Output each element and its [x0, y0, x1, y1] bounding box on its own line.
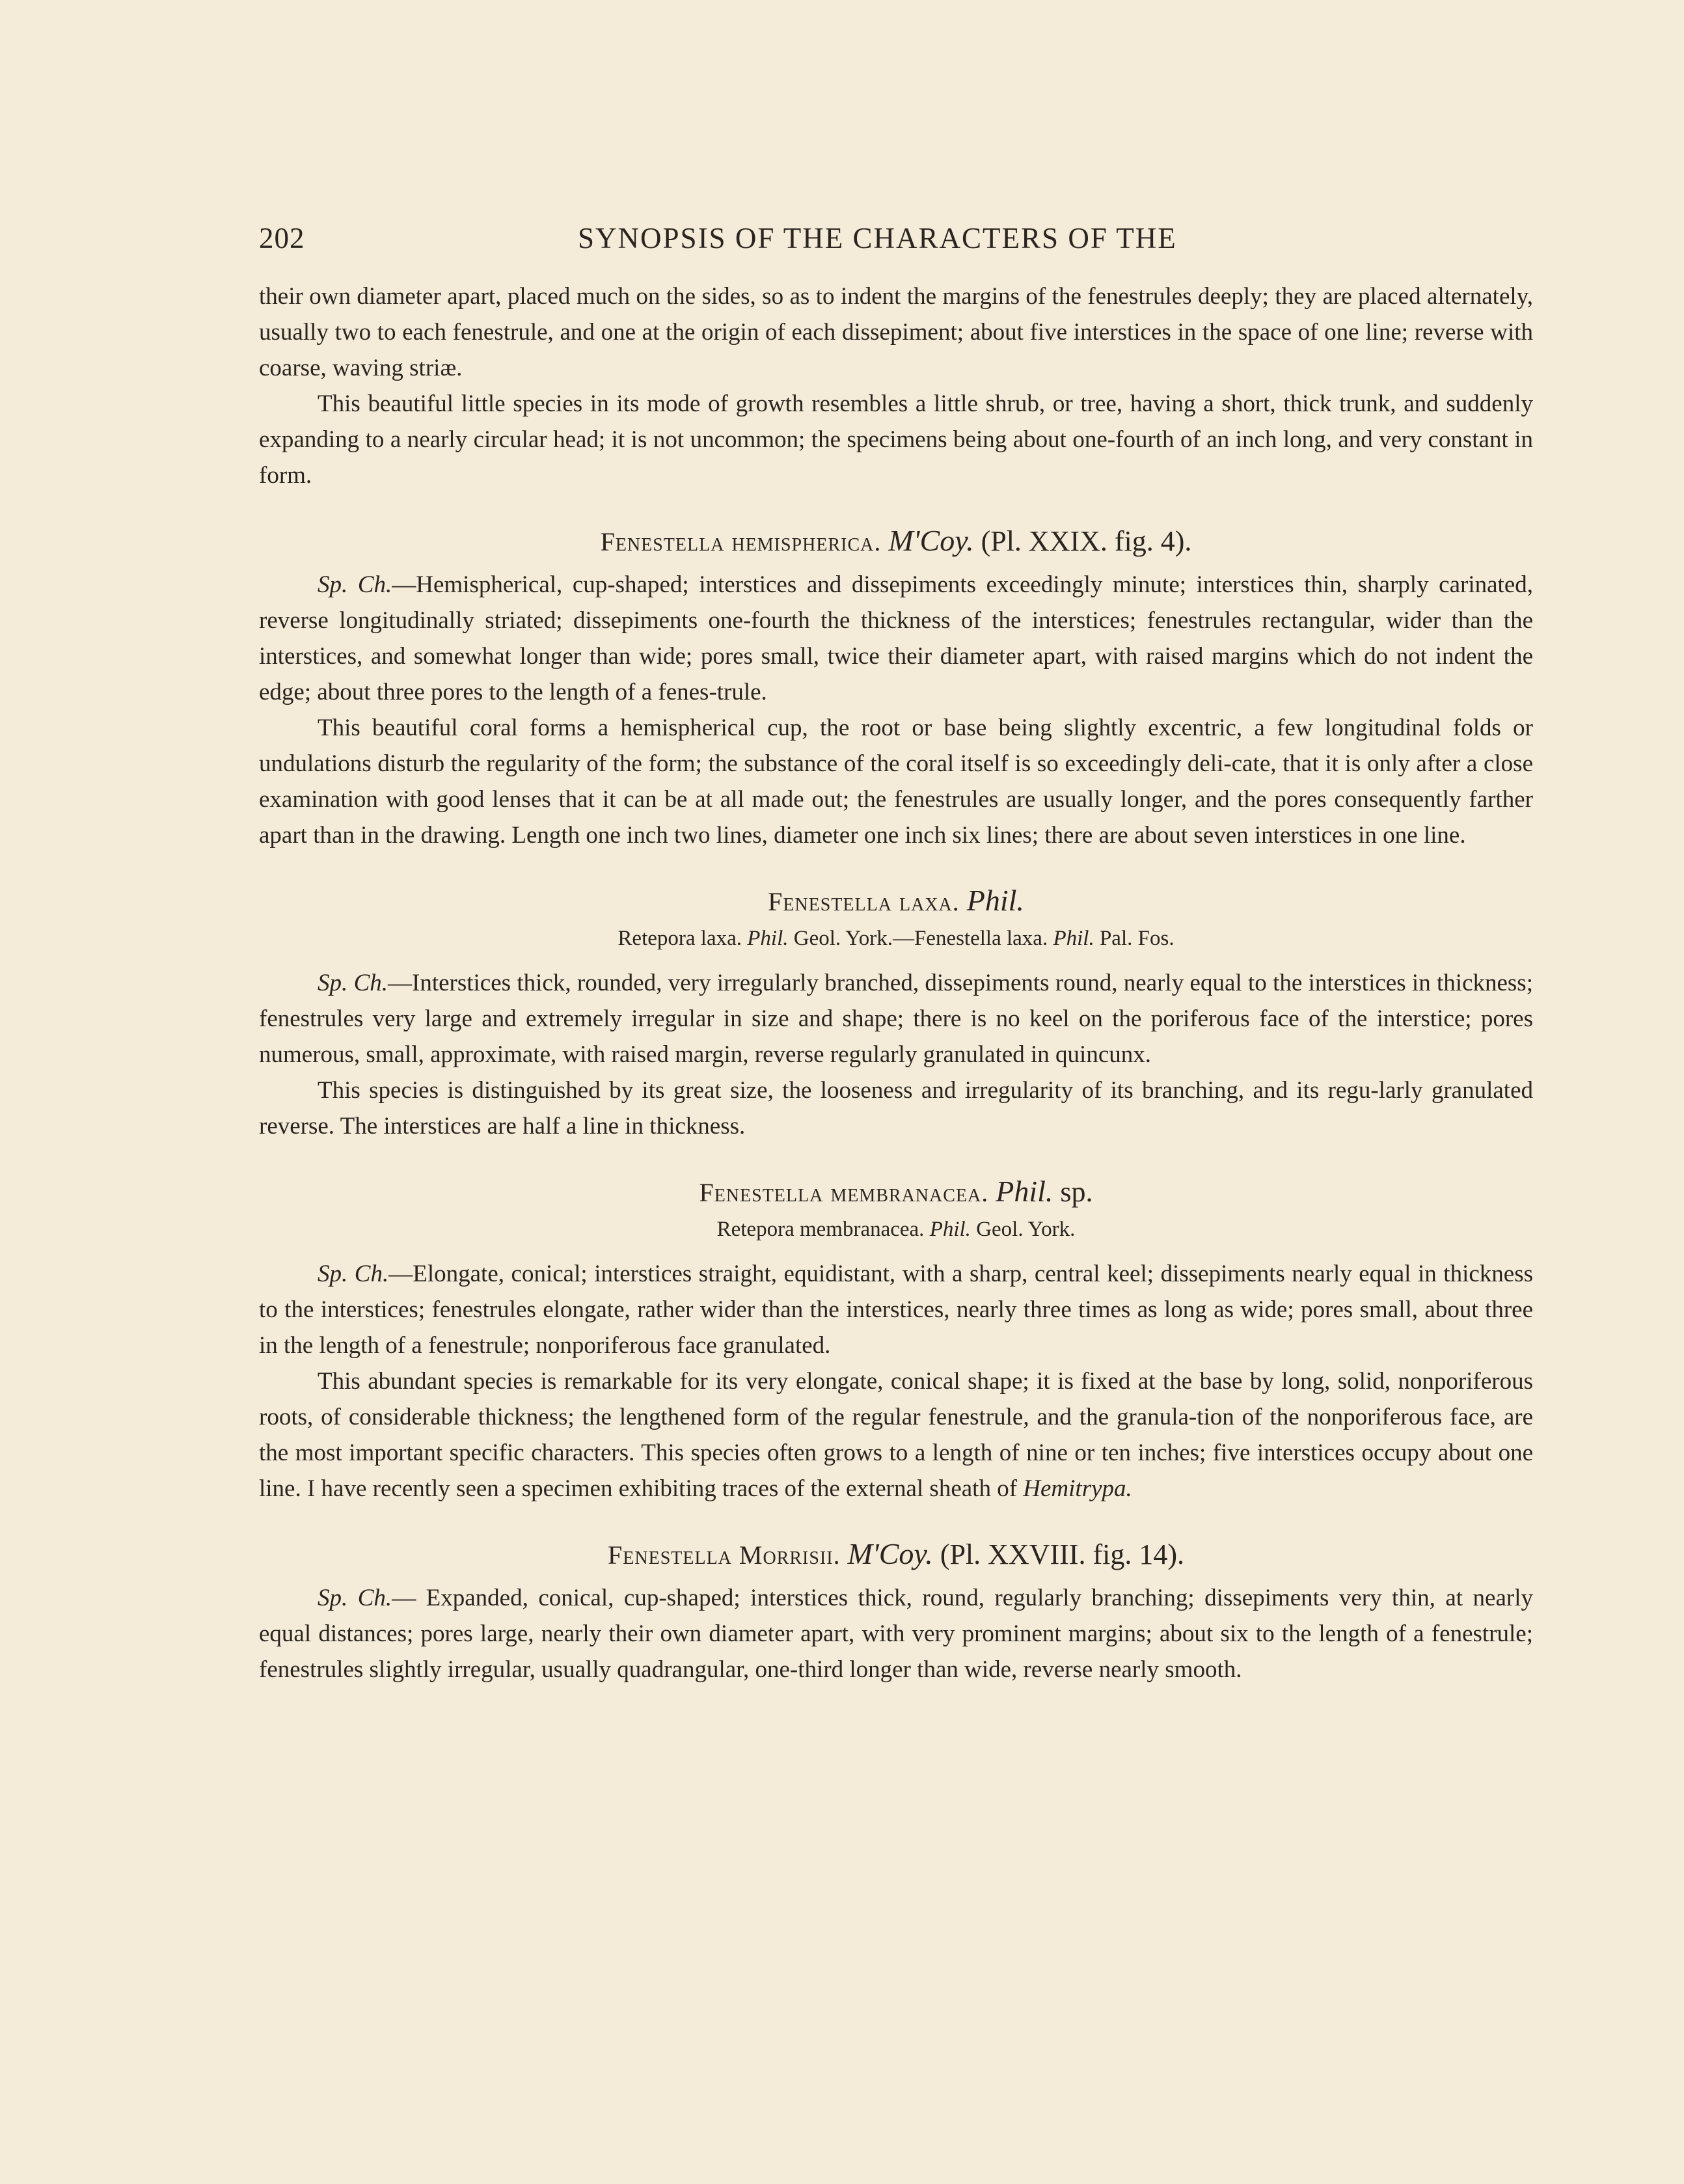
continued-paragraph: their own diameter apart, placed much on the sides, so as to indent the margins of the fenestrules deeply; they are placed alternately, usually two to each fenestrule, and one at the origin of each dissepiment; about five interstices in the space of one line; reverse with coarse, waving striæ. [259, 283, 1533, 381]
synonym-reference: Pal. Fos. [1099, 927, 1175, 950]
species-heading-hemispherica [259, 523, 1533, 558]
sp-ch-text: —Elongate, conical; interstices straight, equidistant, with a sharp, central keel; dissepiments nearly equal in thickness to the interstices; fenestrules elongate, rather wider than the interstices, nearly three times as long as wide; pores small, about three in the length of a fenestrule; nonporiferous face granulated. [259, 1261, 1533, 1359]
sp-ch-text: — Expanded, conical, cup-shaped; interstices thick, round, regularly branching; dissepiments very thin, at nearly equal distances; pores large, nearly their own diameter apart, with very prominent margins; about six to the length of a fenestrule; fenestrules slightly irregular, usually quadrangular, one-third longer than wide, reverse nearly smooth. [259, 1585, 1533, 1683]
species-author: Phil. [996, 1175, 1053, 1208]
species-name: Fenestella hemispherica. [600, 527, 882, 556]
synonym-reference: Geol. York. [976, 1218, 1076, 1241]
synonym-author: Phil. [747, 927, 789, 950]
synonym-reference: Geol. York.—Fenestella laxa. [793, 927, 1048, 950]
species-description [259, 1363, 1533, 1507]
species-characters [259, 1256, 1533, 1363]
species-heading-membranacea [259, 1174, 1533, 1208]
synonym-name: Retepora membranacea. [716, 1218, 925, 1241]
synonymy [259, 927, 1533, 951]
species-heading-morrisii [259, 1536, 1533, 1571]
sp-ch-label: Sp. Ch. [318, 1585, 392, 1611]
sp-ch-label: Sp. Ch. [318, 571, 392, 598]
synonymy [259, 1218, 1533, 1242]
running-title: SYNOPSIS OF THE CHARACTERS OF THE [578, 222, 1177, 254]
species-name: Fenestella Morrisii. [608, 1540, 841, 1570]
sp-ch-label: Sp. Ch. [318, 970, 388, 996]
description-text: This abundant species is remarkable for its very elongate, conical shape; it is fixed at the base by long, solid, nonporiferous roots, of considerable thickness; the lengthened form of the regular fenestrule, and the granula-tion of the nonporiferous face, are the most important specific characters. This species often grows to a length of nine or ten inches; five interstices occupy about one line. I have recently seen a specimen exhibiting traces of the external sheath of [259, 1368, 1533, 1502]
species-description: This species is distinguished by its great size, the looseness and irregularity of its branching, and its regu-larly granulated reverse. The interstices are half a line in thickness. [259, 1077, 1533, 1140]
synonym-author: Phil. [1053, 927, 1094, 950]
species-author: M'Coy. [888, 524, 974, 557]
sp-ch-text: —Interstices thick, rounded, very irregularly branched, dissepiments round, nearly equal to the interstices in thickness; fenestrules very large and extremely irregular in size and shape; there is no keel on the poriferous face of the interstice; pores numerous, small, approximate, with raised margin, reverse regularly granulated in quincunx. [259, 970, 1533, 1068]
genus-name: Hemitrypa. [1023, 1475, 1132, 1502]
species-name: Fenestella membranacea. [699, 1178, 989, 1207]
species-name: Fenestella laxa. [768, 887, 960, 916]
synonym-name: Retepora laxa. [618, 927, 742, 950]
intro-paragraph: This beautiful little species in its mode of growth resembles a little shrub, or tree, having a short, thick trunk, and suddenly expanding to a nearly circular head; it is not uncommon; the specimens being about one-fourth of an inch long, and very constant in form. [259, 390, 1533, 489]
species-characters [259, 567, 1533, 710]
species-author: Phil. [966, 884, 1024, 917]
sp-ch-text: —Hemispherical, cup-shaped; interstices and dissepiments exceedingly minute; interstices thin, sharply carinated, reverse longitudinally striated; dissepiments one-fourth the thickness of the interstices; fenestrules rectangular, wider than the interstices, and somewhat longer than wide; pores small, twice their diameter apart, with raised margins which do not indent the edge; about three pores to the length of a fenes-trule. [259, 571, 1533, 705]
sp-ch-label: Sp. Ch. [318, 1261, 389, 1287]
plate-reference: (Pl. XXIX. fig. 4). [981, 525, 1192, 557]
page-number: 202 [259, 222, 305, 254]
species-author: M'Coy. [847, 1537, 933, 1570]
synonym-author: Phil. [929, 1218, 971, 1241]
species-characters [259, 1580, 1533, 1687]
species-characters [259, 965, 1533, 1072]
plate-reference: (Pl. XXVIII. fig. 14). [940, 1538, 1184, 1570]
species-heading-laxa [259, 883, 1533, 918]
species-description: This beautiful coral forms a hemispherical cup, the root or base being slightly excentric, a few longitudinal folds or undulations disturb the regularity of the form; the substance of the coral itself is so exceedingly deli-cate, that it is only after a close examination with good lenses that it can be at all made out; the fenestrules are usually longer, and the pores consequently farther apart than in the drawing. Length one inch two lines, diameter one inch six lines; there are about seven interstices in one line. [259, 715, 1533, 849]
page-body [259, 279, 1533, 1687]
species-suffix: sp. [1060, 1176, 1093, 1208]
